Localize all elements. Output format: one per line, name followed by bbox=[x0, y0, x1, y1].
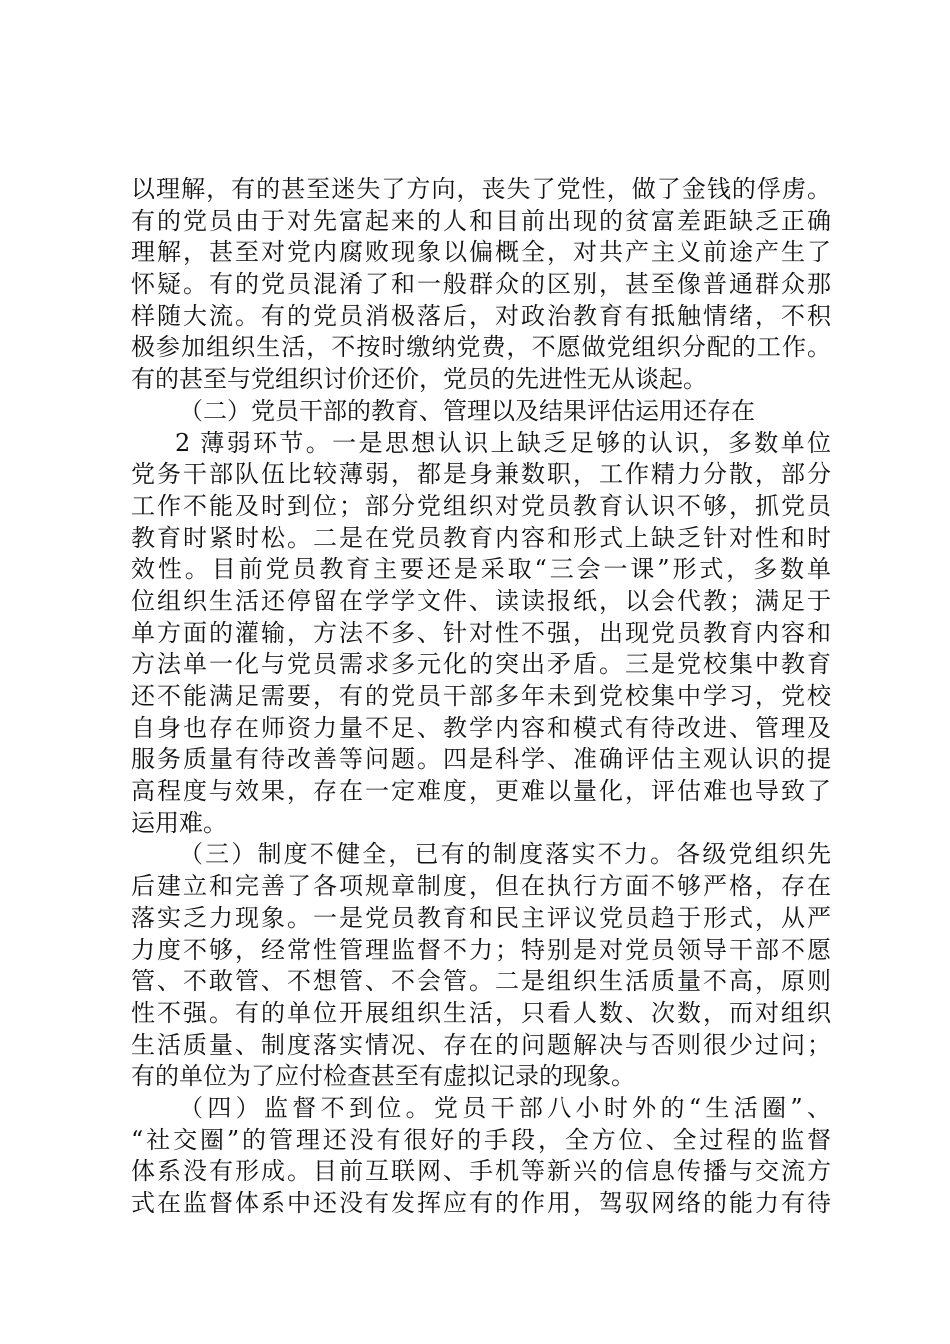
text-line: 后建立和完善了各项规章制度，但在执行方面不够严格，存在 bbox=[131, 872, 831, 901]
section-heading-4: （四）监督不到位。党员干部八小时外的“生活圈”、 bbox=[179, 1093, 831, 1122]
text-line: 高程度与效果，存在一定难度，更难以量化，评估难也导致了 bbox=[131, 777, 831, 806]
text-line: 怀疑。有的党员混淆了和一般群众的区别，甚至像普通群众那 bbox=[131, 270, 831, 299]
text-line: 有的党员由于对先富起来的人和目前出现的贫富差距缺乏正确 bbox=[131, 206, 831, 235]
text-line: 力度不够，经常性管理监督不力；特别是对党员领导干部不愿 bbox=[131, 935, 831, 964]
text-line: 党务干部队伍比较薄弱，都是身兼数职，工作精力分散，部分 bbox=[131, 460, 831, 489]
text-line: 2 薄弱环节。一是思想认识上缺乏足够的认识，多数单位 bbox=[175, 428, 831, 457]
text-line: 样随大流。有的党员消极落后，对政治教育有抵触情绪，不积 bbox=[131, 301, 831, 330]
text-line: 效性。目前党员教育主要还是采取“三会一课”形式，多数单 bbox=[131, 555, 831, 584]
text-line: 管、不敢管、不想管、不会管。二是组织生活质量不高，原则 bbox=[131, 967, 831, 996]
text-line: 方法单一化与党员需求多元化的突出矛盾。三是党校集中教育 bbox=[131, 650, 831, 679]
text-line: 单方面的灌输，方法不多、针对性不强，出现党员教育内容和 bbox=[131, 618, 831, 647]
text-line: 工作不能及时到位；部分党组织对党员教育认识不够，抓党员 bbox=[131, 491, 831, 520]
text-line: 理解，甚至对党内腐败现象以偏概全，对共产主义前途产生了 bbox=[131, 238, 831, 267]
text-line: 服务质量有待改善等问题。四是科学、准确评估主观认识的提 bbox=[131, 745, 831, 774]
text-line: 体系没有形成。目前互联网、手机等新兴的信息传播与交流方 bbox=[131, 1157, 831, 1186]
text-line: 生活质量、制度落实情况、存在的问题解决与否则很少过问； bbox=[131, 1030, 831, 1059]
text-line: 位组织生活还停留在学学文件、读读报纸，以会代教；满足于 bbox=[131, 586, 831, 615]
text-line: 有的甚至与党组织讨价还价，党员的先进性无从谈起。 bbox=[131, 365, 707, 394]
body-text bbox=[131, 174, 831, 1220]
text-line: 教育时紧时松。二是在党员教育内容和形式上缺乏针对性和时 bbox=[131, 523, 831, 552]
section-heading-2: （二）党员干部的教育、管理以及结果评估运用还存在 bbox=[179, 396, 755, 425]
text-line: 还不能满足需要，有的党员干部多年未到党校集中学习，党校 bbox=[131, 682, 831, 710]
section-heading-3: （三）制度不健全，已有的制度落实不力。各级党组织先 bbox=[179, 840, 831, 869]
text-line: 极参加组织生活，不按时缴纳党费，不愿做党组织分配的工作。 bbox=[131, 333, 831, 362]
text-line: 运用难。 bbox=[131, 808, 227, 837]
text-line: 性不强。有的单位开展组织生活，只看人数、次数，而对组织 bbox=[131, 998, 831, 1027]
text-line: “社交圈”的管理还没有很好的手段，全方位、全过程的监督 bbox=[131, 1125, 831, 1154]
text-line: 以理解，有的甚至迷失了方向，丧失了党性，做了金钱的俘虏。 bbox=[131, 175, 831, 203]
text-line: 式在监督体系中还没有发挥应有的作用，驾驭网络的能力有待 bbox=[131, 1189, 831, 1217]
text-line: 落实乏力现象。一是党员教育和民主评议党员趋于形式，从严 bbox=[131, 903, 831, 932]
text-line: 自身也存在师资力量不足、教学内容和模式有待改进、管理及 bbox=[131, 713, 831, 742]
text-line: 有的单位为了应付检查甚至有虚拟记录的现象。 bbox=[131, 1062, 635, 1091]
